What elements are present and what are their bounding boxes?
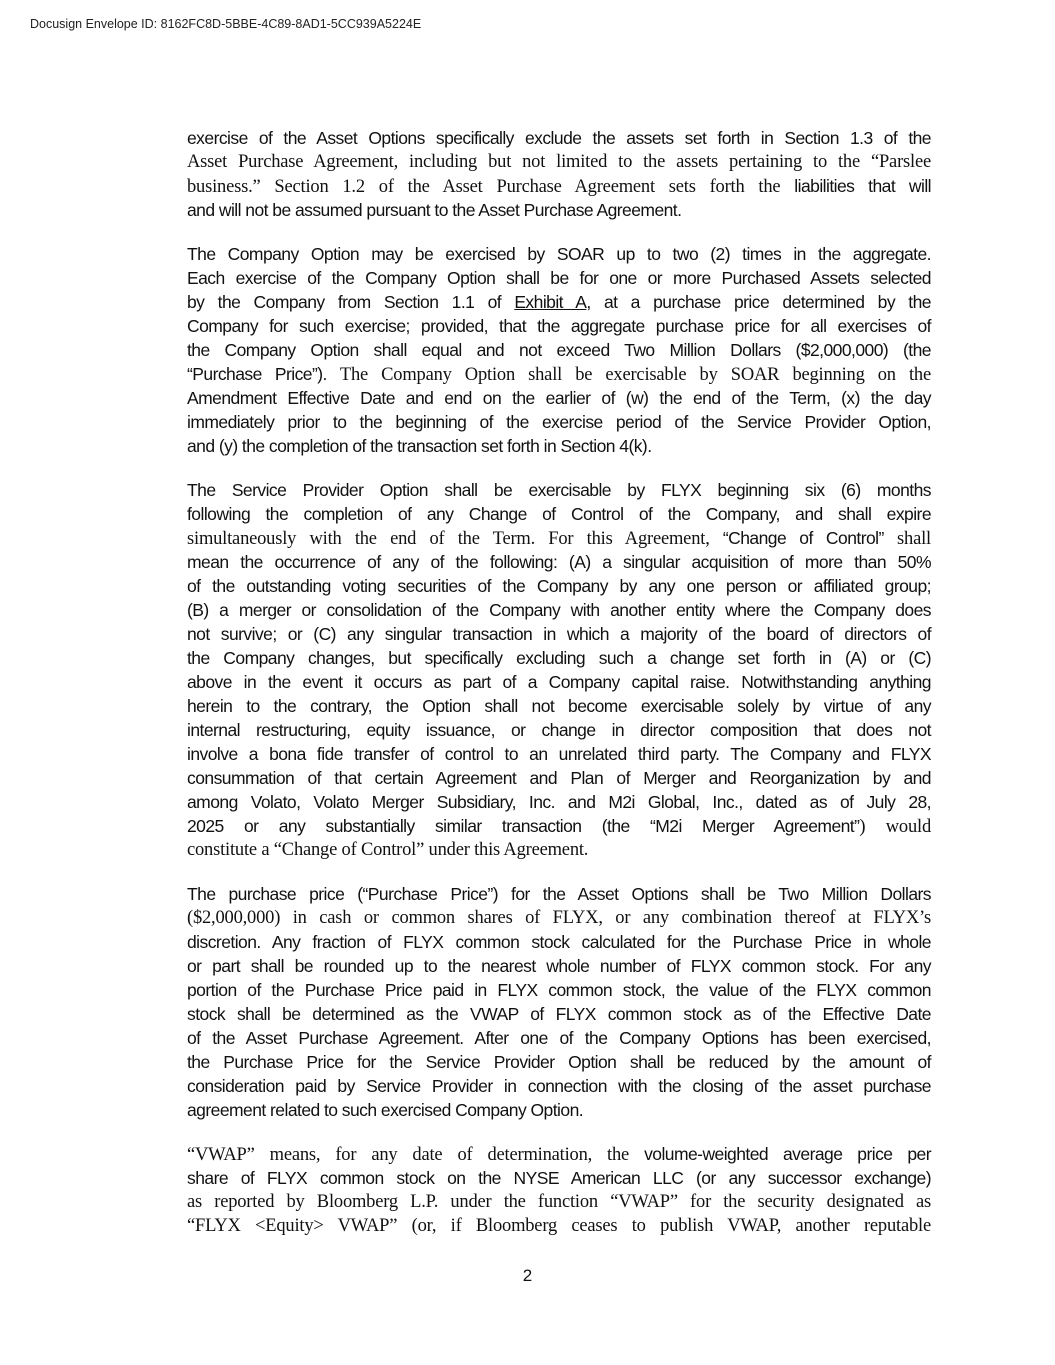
text-line [187, 954, 931, 978]
text-line [187, 198, 931, 222]
text-run: stock shall be determined as the VWAP of FLYX common stock as of the Effective Date [187, 1004, 931, 1024]
text-line [187, 526, 931, 550]
text-run: involve a bona fide transfer of control to an unrelated third party. The Company and FLYX [187, 744, 931, 764]
text-run: Company for such exercise; provided, that the aggregate purchase price for all exercises of [187, 316, 931, 336]
paragraph [187, 478, 931, 862]
text-line [187, 410, 931, 434]
text-run: consummation of that certain Agreement and Plan of Merger and Reorganization by and [187, 768, 931, 788]
text-run: agreement related to such exercised Company Option. [187, 1100, 584, 1120]
text-line [187, 1074, 931, 1098]
text-line [187, 718, 931, 742]
text-line [187, 478, 931, 502]
text-run: not survive; or (C) any singular transaction in which a majority of the board of directors of [187, 624, 931, 644]
docusign-envelope-id: Docusign Envelope ID: 8162FC8D-5BBE-4C89-8AD1-5CC939A5224E [30, 17, 422, 31]
text-line [187, 882, 931, 906]
text-run: , at a purchase price determined by the [586, 292, 931, 312]
text-run: The Company Option shall be exercisable by SOAR beginning on the [339, 365, 931, 385]
text-run: by the Company from Section 1.1 of [187, 292, 515, 312]
text-line [187, 838, 931, 862]
text-run: Asset Purchase Agreement, including but not limited to the assets pertaining to the “Parslee [187, 152, 931, 172]
text-run: The Company Option may be exercised by SOAR up to two (2) times in the aggregate. [187, 244, 931, 264]
text-run: mean the occurrence of any of the following: (A) a singular acquisition of more than 50% [187, 552, 931, 572]
text-run: (B) a merger or consolidation of the Company with another entity where the Company does [187, 600, 931, 620]
document-body [187, 126, 931, 1258]
text-run: volume-weighted average price per [644, 1144, 931, 1164]
text-line [187, 1190, 931, 1214]
text-line [187, 694, 931, 718]
text-run: Each exercise of the Company Option shall be for one or more Purchased Assets selected [187, 268, 931, 288]
text-run: and (y) the completion of the transaction set forth in Section 4(k). [187, 436, 652, 456]
text-run: of the Asset Purchase Agreement. After one of the Company Options has been exercised, [187, 1028, 931, 1048]
text-line [187, 622, 931, 646]
paragraph [187, 242, 931, 458]
text-line [187, 242, 931, 266]
text-line [187, 338, 931, 362]
text-line [187, 174, 931, 198]
text-line [187, 790, 931, 814]
text-line [187, 598, 931, 622]
text-line [187, 1214, 931, 1238]
text-line [187, 550, 931, 574]
text-line [187, 314, 931, 338]
exhibit-link: Exhibit A [514, 292, 587, 312]
text-run: share of FLYX common stock on the NYSE American LLC (or any successor exchange) [187, 1168, 931, 1188]
text-line [187, 362, 931, 386]
text-line [187, 266, 931, 290]
text-run: among Volato, Volato Merger Subsidiary, Inc. and M2i Global, Inc., dated as of July 28, [187, 792, 931, 812]
text-line [187, 978, 931, 1002]
text-run: or part shall be rounded up to the nearest whole number of FLYX common stock. For any [187, 956, 931, 976]
text-line [187, 1166, 931, 1190]
text-line [187, 574, 931, 598]
paragraph [187, 126, 931, 222]
text-run: of the outstanding voting securities of the Company by any one person or affiliated group; [187, 576, 931, 596]
text-line [187, 1050, 931, 1074]
text-run: The purchase price ( [187, 884, 363, 904]
text-run: “VWAP” means, for any date of determination, the [187, 1145, 645, 1165]
page-number: 2 [522, 1266, 533, 1285]
text-run: herein to the contrary, the Option shall not become exercisable solely by virtue of any [187, 696, 931, 716]
paragraph [187, 1142, 931, 1238]
text-run: ($2,000,000) in cash or common shares of FLYX, or any combination thereof at FLYX’s [187, 908, 931, 928]
text-run: the Company Option shall equal and not exceed Two Million Dollars ($2,000,000) (the [187, 340, 931, 360]
text-run: shall [883, 529, 931, 549]
text-run: simultaneously with the end of the Term. For this Agreement, [187, 529, 723, 549]
text-run: and will not be assumed pursuant to the Asset Purchase Agreement. [187, 200, 682, 220]
text-line [187, 1002, 931, 1026]
text-run: internal restructuring, equity issuance, or change in director composition that does not [187, 720, 931, 740]
text-line [187, 646, 931, 670]
text-line [187, 930, 931, 954]
text-line [187, 502, 931, 526]
text-run: the Company changes, but specifically excluding such a change set forth in (A) or (C) [187, 648, 931, 668]
text-run: discretion. Any fraction of FLYX common stock calculated for the Purchase Price in whole [187, 932, 931, 952]
text-line [187, 742, 931, 766]
text-run: exercise of the Asset Options specifically exclude the assets set forth in Section 1.3 of the [187, 128, 931, 148]
text-line [187, 150, 931, 174]
text-run: ) for the Asset Options shall be Two Million Dollars [492, 884, 931, 904]
text-run: constitute a “Change of Control” under this Agreement. [187, 840, 589, 860]
text-line [187, 126, 931, 150]
text-line [187, 1098, 931, 1122]
text-run: portion of the Purchase Price paid in FLYX common stock, the value of the FLYX common [187, 980, 931, 1000]
text-run: as reported by Bloomberg L.P. under the function “VWAP” for the security designated as [187, 1192, 931, 1212]
text-run: The Service Provider Option shall be exercisable by FLYX beginning six (6) months [187, 480, 931, 500]
text-run: “Change of Control” [722, 528, 884, 548]
text-run: Amendment Effective Date and end on the earlier of (w) the end of the Term, (x) the day [187, 388, 931, 408]
text-line [187, 766, 931, 790]
text-line [187, 386, 931, 410]
text-run: “FLYX <Equity> VWAP” (or, if Bloomberg ceases to publish VWAP, another reputable [187, 1216, 931, 1236]
text-run: “Purchase Price”). [187, 364, 340, 384]
text-run: liabilities that will [794, 176, 931, 196]
text-line [187, 1026, 931, 1050]
text-run: above in the event it occurs as part of a Company capital raise. Notwithstanding anything [187, 672, 931, 692]
text-run: immediately prior to the beginning of the exercise period of the Service Provider Option, [187, 412, 931, 432]
text-run: business.” Section 1.2 of the Asset Purchase Agreement sets forth the [187, 177, 795, 197]
paragraph [187, 882, 931, 1122]
text-run: 2025 or any substantially similar transaction (the “M2i Merger Agreement” [187, 816, 860, 836]
text-line [187, 670, 931, 694]
text-line [187, 290, 931, 314]
text-run: the Purchase Price for the Service Provider Option shall be reduced by the amount of [187, 1052, 931, 1072]
text-line [187, 1142, 931, 1166]
text-line [187, 434, 931, 458]
text-line [187, 814, 931, 838]
text-run: following the completion of any Change of Control of the Company, and shall expire [187, 504, 931, 524]
text-run: ) would [859, 817, 931, 837]
text-line [187, 906, 931, 930]
text-run: “Purchase Price” [362, 884, 493, 904]
text-run: consideration paid by Service Provider in connection with the closing of the asset purchase [187, 1076, 931, 1096]
